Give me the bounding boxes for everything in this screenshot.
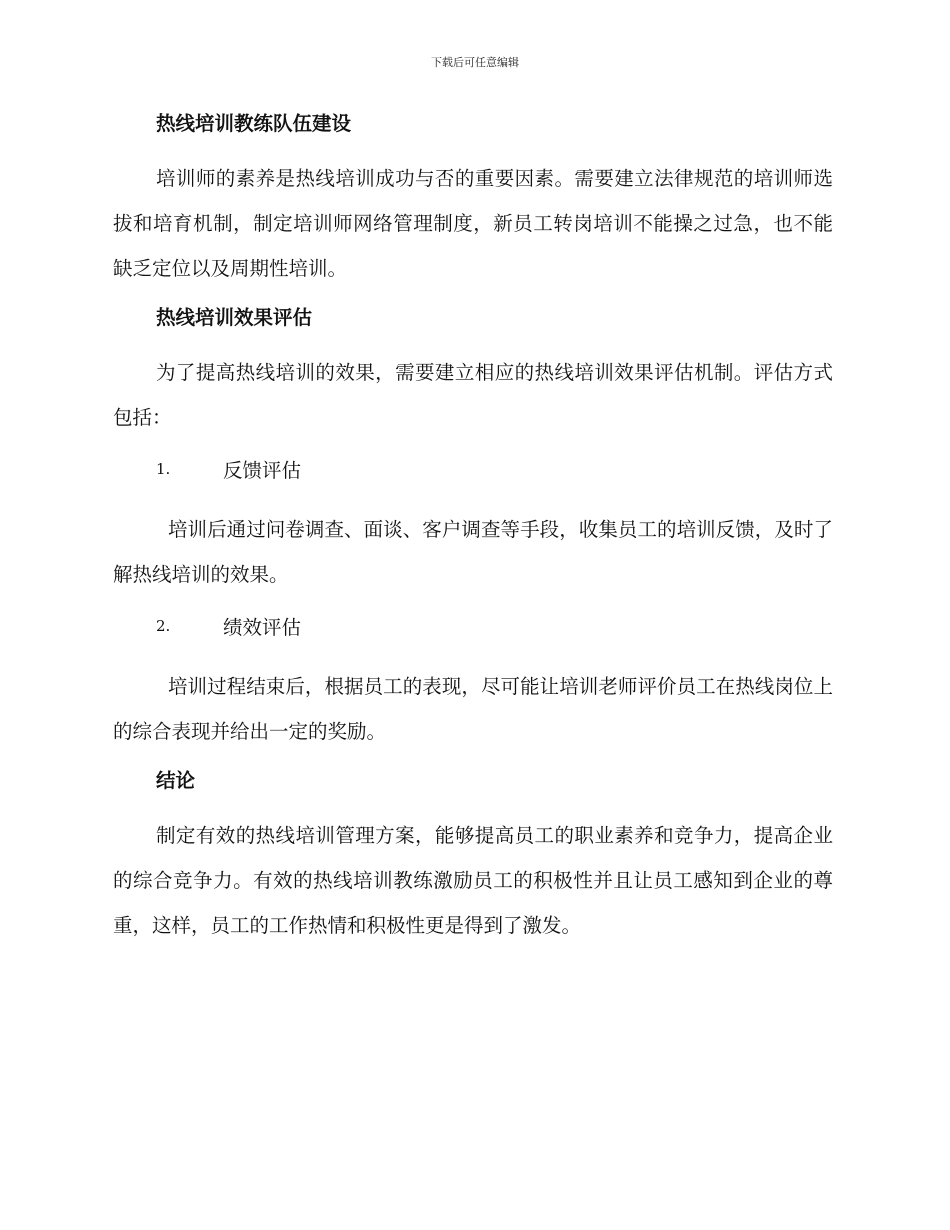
paragraph-evaluation: 为了提高热线培训的效果，需要建立相应的热线培训效果评估机制。评估方式包括： (113, 361, 833, 429)
paragraph-performance: 培训过程结束后，根据员工的表现，尽可能让培训老师评价员工在热线岗位上的综合表现并给出一定的奖励。 (113, 675, 833, 743)
section-heading-conclusion: 结论 (156, 769, 196, 792)
list-item-performance (113, 610, 833, 642)
paragraph-coach-team: 培训师的素养是热线培训成功与否的重要因素。需要建立法律规范的培训师选拔和培育机制，制定培训师网络管理制度，新员工转岗培训不能操之过急，也不能缺乏定位以及周期性培训。 (113, 167, 833, 280)
list-number: 1. (156, 460, 171, 478)
paragraph-conclusion: 制定有效的热线培训管理方案，能够提高员工的职业素养和竞争力，提高企业的综合竞争力。有效的热线培训教练激励员工的积极性并且让员工感知到企业的尊重，这样，员工的工作热情和积极性更是得到了激发。 (113, 824, 833, 937)
list-label: 绩效评估 (223, 616, 302, 639)
document-body (113, 110, 833, 961)
list-item-feedback (113, 453, 833, 485)
section-heading-evaluation: 热线培训效果评估 (156, 306, 313, 329)
section-heading-coach-team: 热线培训教练队伍建设 (156, 112, 352, 135)
list-label: 反馈评估 (223, 459, 302, 482)
header-note: 下载后可任意编辑 (431, 56, 519, 69)
paragraph-feedback: 培训后通过问卷调查、面谈、客户调查等手段，收集员工的培训反馈，及时了解热线培训的效果。 (113, 518, 833, 586)
list-number: 2. (156, 617, 171, 635)
